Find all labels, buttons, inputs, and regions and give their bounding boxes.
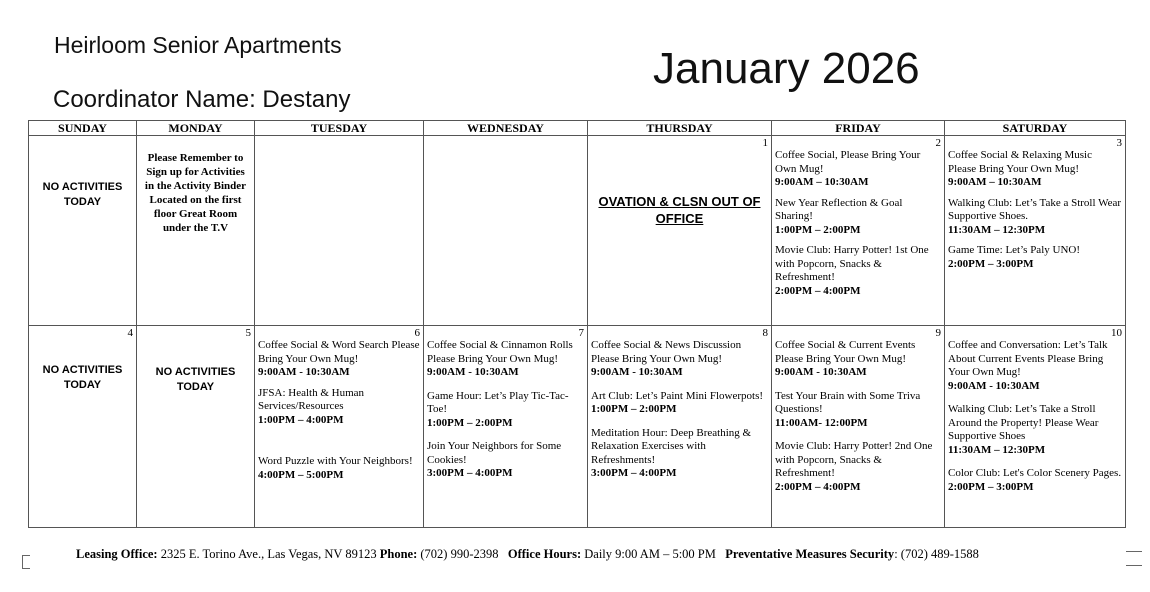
event-time: 2:00PM – 4:00PM xyxy=(775,284,861,297)
event xyxy=(948,467,1122,494)
event xyxy=(948,197,1122,238)
event-time: 1:00PM – 2:00PM xyxy=(591,403,677,415)
weekday-friday: FRIDAY xyxy=(772,121,945,136)
week-row-1 xyxy=(29,136,1126,326)
weekday-sunday: SUNDAY xyxy=(29,121,137,136)
rule-mark xyxy=(1126,565,1142,566)
rule-mark xyxy=(1126,551,1142,552)
month-title: January 2026 xyxy=(653,44,920,93)
event-time: 11:30AM – 12:30PM xyxy=(948,443,1046,456)
date-number: 5 xyxy=(245,327,251,339)
day-cell xyxy=(424,326,588,528)
event xyxy=(427,339,584,380)
event-title: JFSA: Health & Human Services/Resources xyxy=(258,386,365,412)
day-cell xyxy=(137,326,255,528)
event-title: Meditation Hour: Deep Breathing & Relaxation Exercises with Refreshments! xyxy=(591,426,752,466)
event xyxy=(775,339,941,380)
bracket-mark xyxy=(22,555,30,569)
event xyxy=(591,339,768,380)
event-time: 11:30AM – 12:30PM xyxy=(948,223,1046,236)
event-time: 1:00PM – 2:00PM xyxy=(427,416,513,429)
office-hours: Daily 9:00 AM – 5:00 PM xyxy=(584,547,716,561)
event-title: Coffee and Conversation: Let’s Talk About Current Events Please Bring Your Own Mug! xyxy=(948,339,1108,378)
date-number: 9 xyxy=(935,327,941,339)
event-time: 9:00AM - 10:30AM xyxy=(948,379,1040,392)
date-number: 1 xyxy=(762,137,768,149)
date-number: 2 xyxy=(935,137,941,149)
office-hours-label: Office Hours: xyxy=(507,547,582,561)
date-number: 8 xyxy=(762,327,768,339)
org-name: Heirloom Senior Apartments xyxy=(54,32,342,58)
event-title: Art Club: Let’s Paint Mini Flowerpots! xyxy=(591,389,764,402)
office-address: 2325 E. Torino Ave., Las Vegas, NV 89123 xyxy=(160,547,377,561)
weekday-saturday: SATURDAY xyxy=(945,121,1126,136)
event-time: 11:00AM- 12:00PM xyxy=(775,416,868,429)
event-title: Coffee Social & News Discussion Please Bring Your Own Mug! xyxy=(591,339,742,365)
day-cell xyxy=(29,136,137,326)
event-title: Test Your Brain with Some Triva Questions! xyxy=(775,389,921,415)
day-cell xyxy=(255,136,424,326)
event xyxy=(591,390,768,417)
day-cell xyxy=(772,326,945,528)
day-cell xyxy=(424,136,588,326)
day-cell xyxy=(945,136,1126,326)
event-time: 2:00PM – 3:00PM xyxy=(948,480,1034,493)
event-title: Coffee Social & Word Search Please Bring Your Own Mug! xyxy=(258,339,420,365)
event-title: Word Puzzle with Your Neighbors! xyxy=(258,455,413,467)
event xyxy=(775,390,941,431)
date-number: 10 xyxy=(1111,327,1122,339)
event xyxy=(775,440,941,494)
event-time: 1:00PM – 2:00PM xyxy=(775,223,861,236)
no-activities-label: NO ACTIVITIES TODAY xyxy=(155,366,236,393)
event-time: 9:00AM – 10:30AM xyxy=(948,176,1042,188)
event xyxy=(775,149,941,190)
event-time: 9:00AM - 10:30AM xyxy=(591,366,683,378)
date-number: 3 xyxy=(1116,137,1122,149)
event-time: 9:00AM - 10:30AM xyxy=(258,366,350,378)
phone-label: Phone: xyxy=(379,547,418,561)
event xyxy=(258,455,420,482)
event-title: Coffee Social & Cinnamon Rolls Please Bring Your Own Mug! xyxy=(427,339,573,365)
day-cell xyxy=(255,326,424,528)
day-cell xyxy=(772,136,945,326)
event-title: Game Hour: Let’s Play Tic-Tac-Toe! xyxy=(427,389,569,415)
event xyxy=(775,244,941,298)
event xyxy=(948,244,1122,271)
event xyxy=(427,440,584,481)
event-title: Walking Club: Let’s Take a Stroll Wear Supportive Shoes. xyxy=(948,196,1122,222)
event-title: Coffee Social & Relaxing Music Please Bring Your Own Mug! xyxy=(948,149,1092,175)
signup-notice: Please Remember to Sign up for Activities in the Activity Binder Located on the first floor Great Room under the T.V xyxy=(144,152,247,234)
event-title: Movie Club: Harry Potter! 1st One with Popcorn, Snacks & Refreshment! xyxy=(775,244,929,283)
weekday-thursday: THURSDAY xyxy=(588,121,772,136)
week-row-2 xyxy=(29,326,1126,528)
date-number: 4 xyxy=(127,327,133,339)
event xyxy=(427,390,584,431)
no-activities-label: NO ACTIVITIES TODAY xyxy=(42,364,123,391)
event xyxy=(258,387,420,428)
date-number: 6 xyxy=(414,327,420,339)
weekday-header-row xyxy=(29,121,1126,136)
event xyxy=(948,403,1122,457)
event-title: Color Club: Let's Color Scenery Pages. xyxy=(948,467,1122,479)
event-title: Join Your Neighbors for Some Cookies! xyxy=(427,440,562,466)
coordinator-name: Coordinator Name: Destany xyxy=(53,86,351,113)
security-label: Preventative Measures Security xyxy=(725,547,895,561)
event-title: Coffee Social & Current Events Please Bring Your Own Mug! xyxy=(775,339,916,365)
calendar-table xyxy=(28,120,1126,528)
weekday-tuesday: TUESDAY xyxy=(255,121,424,136)
security-phone: : (702) 489-1588 xyxy=(894,547,979,561)
event-title: Coffee Social, Please Bring Your Own Mug! xyxy=(775,149,921,175)
event-title: Walking Club: Let’s Take a Stroll Around the Property! Please Wear Supportive Shoes xyxy=(948,403,1099,442)
day-cell xyxy=(588,326,772,528)
event-time: 3:00PM – 4:00PM xyxy=(427,467,513,479)
weekday-wednesday: WEDNESDAY xyxy=(424,121,588,136)
event-title: Movie Club: Harry Potter! 2nd One with Popcorn, Snacks & Refreshment! xyxy=(775,440,933,479)
out-of-office-notice: OVATION & CLSN OUT OF OFFICE xyxy=(598,194,761,226)
event xyxy=(948,149,1122,190)
event-time: 2:00PM – 4:00PM xyxy=(775,480,861,493)
no-activities-label: NO ACTIVITIES TODAY xyxy=(42,181,123,208)
event-time: 9:00AM - 10:30AM xyxy=(775,366,867,378)
weekday-monday: MONDAY xyxy=(137,121,255,136)
event-time: 9:00AM - 10:30AM xyxy=(427,366,519,378)
day-cell xyxy=(945,326,1126,528)
event-title: New Year Reflection & Goal Sharing! xyxy=(775,196,903,222)
day-cell xyxy=(137,136,255,326)
office-phone: (702) 990-2398 xyxy=(420,547,499,561)
day-cell xyxy=(588,136,772,326)
event xyxy=(258,339,420,380)
event-title: Game Time: Let’s Paly UNO! xyxy=(948,244,1080,256)
date-number: 7 xyxy=(578,327,584,339)
event-time: 4:00PM – 5:00PM xyxy=(258,468,344,481)
event-time: 2:00PM – 3:00PM xyxy=(948,257,1034,270)
event xyxy=(775,197,941,238)
event xyxy=(948,339,1122,393)
day-cell xyxy=(29,326,137,528)
event xyxy=(591,427,768,481)
event-time: 1:00PM – 4:00PM xyxy=(258,413,344,426)
event-time: 9:00AM – 10:30AM xyxy=(775,176,869,188)
event-time: 3:00PM – 4:00PM xyxy=(591,467,677,479)
footer-contact-line xyxy=(76,547,979,562)
leasing-office-label: Leasing Office: xyxy=(76,547,158,561)
